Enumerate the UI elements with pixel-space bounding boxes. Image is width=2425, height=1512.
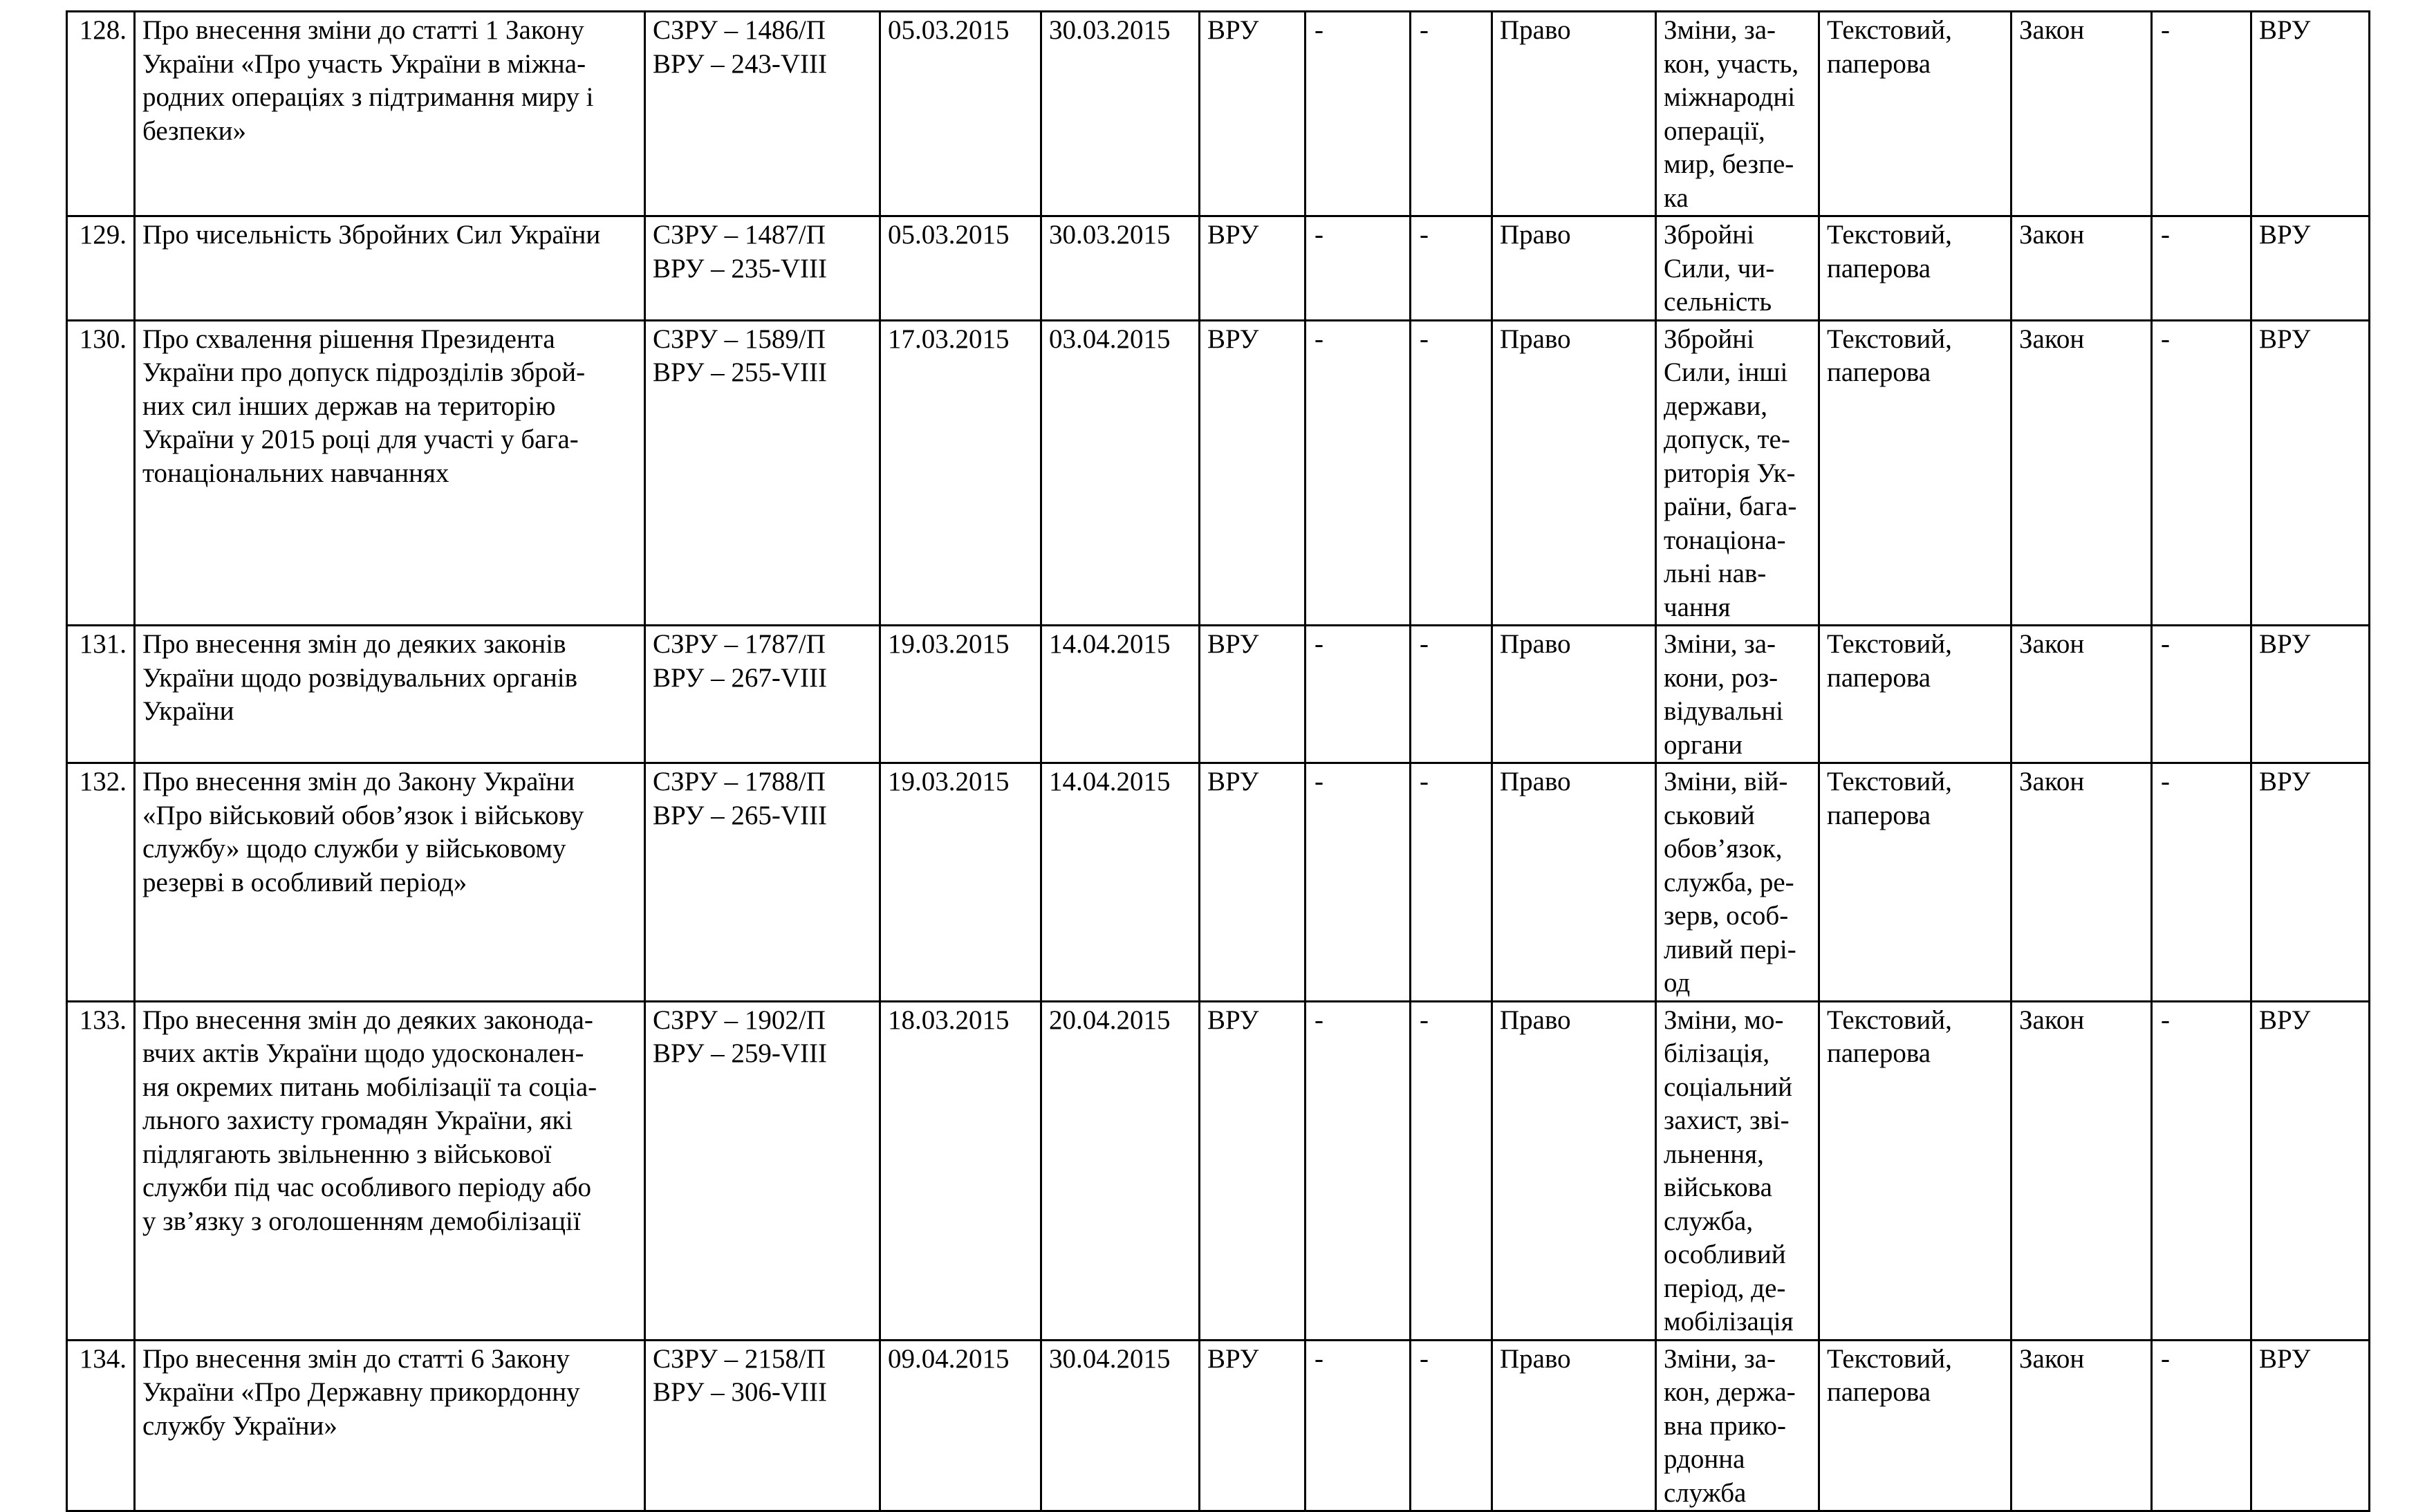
act-title: Про внесення зміни до статті 1 Закону України «Про участь України в міжна- родних операціях з підтримання миру і безпеки» (135, 12, 645, 216)
owner: ВРУ (2251, 626, 2370, 763)
entry-date: 14.04.2015 (1041, 626, 1200, 763)
act-title: Про чисельність Збройних Сил України (135, 216, 645, 321)
row-number: 132. (67, 763, 135, 1002)
table-row (67, 626, 2370, 763)
form: Текстовий, паперова (1819, 1001, 2011, 1340)
author: ВРУ (1200, 12, 1306, 216)
row-number: 134. (67, 1340, 135, 1511)
act-code: СЗРУ – 1787/П ВРУ – 267-VIII (645, 626, 880, 763)
owner: ВРУ (2251, 12, 2370, 216)
registration-date: 19.03.2015 (880, 626, 1041, 763)
table-row (67, 1001, 2370, 1340)
author: ВРУ (1200, 1340, 1306, 1511)
owner: ВРУ (2251, 1001, 2370, 1340)
entry-date: 03.04.2015 (1041, 320, 1200, 626)
empty-cell: - (2152, 626, 2251, 763)
registration-date: 05.03.2015 (880, 216, 1041, 321)
form: Текстовий, паперова (1819, 216, 2011, 321)
empty-cell: - (2152, 763, 2251, 1002)
empty-cell: - (1306, 763, 1411, 1002)
table-row (67, 1340, 2370, 1511)
registration-date: 18.03.2015 (880, 1001, 1041, 1340)
keywords: Збройні Сили, інші держави, допуск, те- риторія Ук- раїни, бага- тонаціона- льні нав- чання (1656, 320, 1819, 626)
act-code: СЗРУ – 1486/П ВРУ – 243-VIII (645, 12, 880, 216)
empty-cell: - (1306, 12, 1411, 216)
keywords: Зміни, за- кон, держа- вна прико- рдонна служба (1656, 1340, 1819, 1511)
owner: ВРУ (2251, 763, 2370, 1002)
registry-table (66, 10, 2370, 1512)
author: ВРУ (1200, 763, 1306, 1002)
act-title: Про внесення змін до Закону України «Про військовий обов’язок і військову службу» щодо служби у військовому резерві в особливий період» (135, 763, 645, 1002)
row-number: 131. (67, 626, 135, 763)
form: Текстовий, паперова (1819, 1340, 2011, 1511)
table-row (67, 763, 2370, 1002)
empty-cell: - (1306, 1340, 1411, 1511)
act-code: СЗРУ – 1487/П ВРУ – 235-VIII (645, 216, 880, 321)
document-kind: Закон (2011, 12, 2152, 216)
document-kind: Закон (2011, 1001, 2152, 1340)
act-title: Про внесення змін до деяких законода- вчих актів України щодо удосконален- ня окремих питань мобілізації та соціа- льного захисту громадян України, які підлягають звільненню з військової служби під час особливого періоду або у зв’язку з оголошенням демобілізації (135, 1001, 645, 1340)
row-number: 128. (67, 12, 135, 216)
branch: Право (1492, 216, 1656, 321)
form: Текстовий, паперова (1819, 763, 2011, 1002)
registration-date: 19.03.2015 (880, 763, 1041, 1002)
act-code: СЗРУ – 1589/П ВРУ – 255-VIII (645, 320, 880, 626)
empty-cell: - (1411, 216, 1492, 321)
row-number: 129. (67, 216, 135, 321)
entry-date: 30.03.2015 (1041, 216, 1200, 321)
author: ВРУ (1200, 1001, 1306, 1340)
table-row (67, 320, 2370, 626)
author: ВРУ (1200, 216, 1306, 321)
branch: Право (1492, 1001, 1656, 1340)
author: ВРУ (1200, 320, 1306, 626)
empty-cell: - (1411, 12, 1492, 216)
empty-cell: - (1411, 626, 1492, 763)
owner: ВРУ (2251, 1340, 2370, 1511)
keywords: Зміни, мо- білізація, соціальний захист, зві- льнення, військова служба, особливий період, де- мобілізація (1656, 1001, 1819, 1340)
author: ВРУ (1200, 626, 1306, 763)
document-kind: Закон (2011, 216, 2152, 321)
empty-cell: - (1411, 1001, 1492, 1340)
entry-date: 30.03.2015 (1041, 12, 1200, 216)
registration-date: 09.04.2015 (880, 1340, 1041, 1511)
act-code: СЗРУ – 1788/П ВРУ – 265-VIII (645, 763, 880, 1002)
empty-cell: - (1411, 320, 1492, 626)
empty-cell: - (2152, 1001, 2251, 1340)
branch: Право (1492, 1340, 1656, 1511)
registration-date: 17.03.2015 (880, 320, 1041, 626)
entry-date: 30.04.2015 (1041, 1340, 1200, 1511)
act-title: Про внесення змін до деяких законів України щодо розвідувальних органів України (135, 626, 645, 763)
branch: Право (1492, 626, 1656, 763)
owner: ВРУ (2251, 320, 2370, 626)
row-number: 133. (67, 1001, 135, 1340)
keywords: Зміни, за- кони, роз- відувальні органи (1656, 626, 1819, 763)
branch: Право (1492, 763, 1656, 1002)
empty-cell: - (2152, 320, 2251, 626)
empty-cell: - (1306, 320, 1411, 626)
empty-cell: - (1306, 216, 1411, 321)
act-title: Про схвалення рішення Президента України про допуск підрозділів зброй- них сил інших держав на територію України у 2015 році для участі у бага- тонаціональних навчаннях (135, 320, 645, 626)
document-kind: Закон (2011, 1340, 2152, 1511)
empty-cell: - (1306, 1001, 1411, 1340)
act-title: Про внесення змін до статті 6 Закону України «Про Державну прикордонну службу України» (135, 1340, 645, 1511)
keywords: Зміни, вій- ськовий обов’язок, служба, ре- зерв, особ- ливий пері- од (1656, 763, 1819, 1002)
act-code: СЗРУ – 2158/П ВРУ – 306-VIII (645, 1340, 880, 1511)
owner: ВРУ (2251, 216, 2370, 321)
empty-cell: - (2152, 216, 2251, 321)
empty-cell: - (2152, 12, 2251, 216)
table-row (67, 216, 2370, 321)
entry-date: 20.04.2015 (1041, 1001, 1200, 1340)
row-number: 130. (67, 320, 135, 626)
empty-cell: - (1306, 626, 1411, 763)
form: Текстовий, паперова (1819, 12, 2011, 216)
document-kind: Закон (2011, 763, 2152, 1002)
document-kind: Закон (2011, 626, 2152, 763)
empty-cell: - (1411, 1340, 1492, 1511)
registration-date: 05.03.2015 (880, 12, 1041, 216)
table-row (67, 12, 2370, 216)
entry-date: 14.04.2015 (1041, 763, 1200, 1002)
branch: Право (1492, 12, 1656, 216)
keywords: Збройні Сили, чи- сельність (1656, 216, 1819, 321)
branch: Право (1492, 320, 1656, 626)
form: Текстовий, паперова (1819, 320, 2011, 626)
document-kind: Закон (2011, 320, 2152, 626)
keywords: Зміни, за- кон, участь, міжнародні операції, мир, безпе- ка (1656, 12, 1819, 216)
form: Текстовий, паперова (1819, 626, 2011, 763)
empty-cell: - (1411, 763, 1492, 1002)
empty-cell: - (2152, 1340, 2251, 1511)
act-code: СЗРУ – 1902/П ВРУ – 259-VIII (645, 1001, 880, 1340)
